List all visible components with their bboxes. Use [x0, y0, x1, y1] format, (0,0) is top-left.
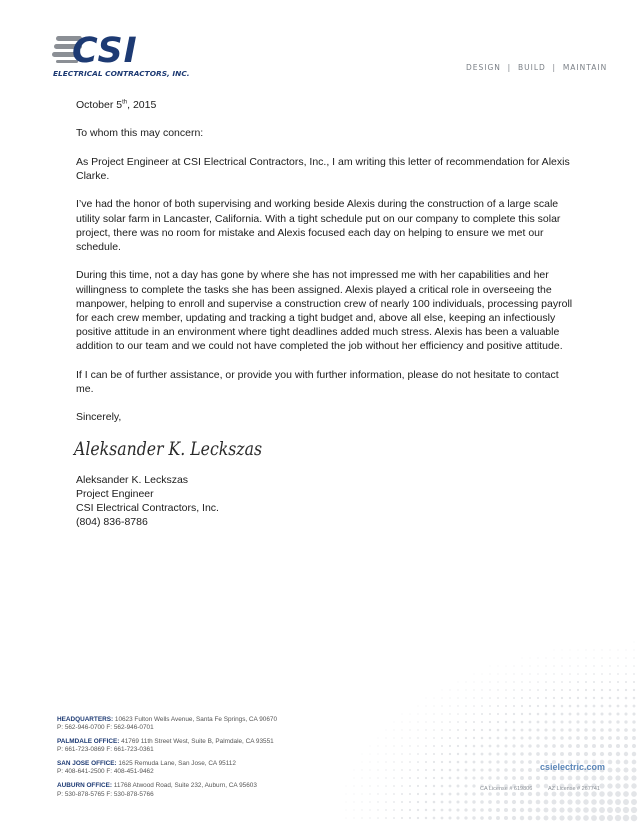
website-link[interactable]: csielectric.com [540, 762, 606, 772]
paragraph-contact: If I can be of further assistance, or provide you with further information, please do not hesitate to contact me. [76, 368, 559, 395]
signature-block [76, 473, 574, 530]
office-phones: P: 408-641-2500 F: 408-451-9462 [57, 768, 154, 776]
halftone-dot-pattern [318, 526, 638, 826]
office-address: 41769 11th Street West, Suite B, Palmdale, CA 93551 [119, 738, 274, 746]
paragraph-performance: During this time, not a day has gone by where she has not impressed me with her capabilities and her willingness to complete the tasks she has been assigned. Alexis played a critical role in overseeing the manpower, helping to enroll and supervise a construction crew of nearly 100 individuals, processing payroll for each crew member, updating and tracking a tight budget and, above all else, keeping an infectiously positive attitude in an environment where tight deadlines added much stress. Alexis has been a valuable addition to our team and we could not have completed the job without her efficiency and positive attitude. [76, 269, 573, 353]
salutation: To whom this may concern: [76, 127, 204, 140]
office-phones: P: 530-878-5765 F: 530-878-5766 [57, 790, 154, 798]
tagline: DESIGN | BUILD | MAINTAIN [466, 63, 608, 72]
office-name: AUBURN OFFICE: [57, 782, 113, 790]
office-auburn [57, 782, 277, 799]
paragraph-project: I’ve had the honor of both supervising and working beside Alexis during the construction of a large scale utility solar farm in Lancaster, California. With a tight schedule put on our company to complete this solar project, there was no room for mistake and Alexis focused each day on helping to ensure we met our schedule. [76, 198, 561, 253]
office-name: HEADQUARTERS: [57, 716, 114, 723]
office-address: 10623 Fulton Wells Avenue, Santa Fe Springs, CA 90670 [113, 716, 278, 723]
office-address: 1625 Remuda Lane, San Jose, CA 95112 [116, 760, 236, 768]
office-hq [57, 716, 277, 733]
license-az: AZ License # 267741 [548, 786, 600, 792]
office-phones: P: 661-723-0869 F: 661-723-0361 [57, 746, 154, 754]
handwritten-signature [72, 431, 272, 465]
license-ca: CA License # 619806 [480, 786, 533, 792]
signer-title: Project Engineer [76, 487, 154, 500]
letter-date: October 5th, 2015 [76, 99, 157, 111]
signer-company: CSI Electrical Contractors, Inc. [76, 502, 219, 515]
office-palmdale [57, 738, 277, 755]
signer-phone: (804) 836-8786 [76, 516, 148, 529]
signature-script: Aleksander K. Leckszas [72, 437, 263, 460]
paragraph-intro: As Project Engineer at CSI Electrical Contractors, Inc., I am writing this letter of recommendation for Alexis Clarke. [76, 155, 570, 182]
office-name: PALMDALE OFFICE: [57, 738, 120, 746]
office-name: SAN JOSE OFFICE: [57, 760, 117, 768]
office-address: 11768 Atwood Road, Suite 232, Auburn, CA 95603 [112, 782, 257, 790]
signer-name: Aleksander K. Leckszas [76, 473, 189, 486]
logo-mark: CSI [72, 31, 138, 71]
office-san-jose [57, 760, 277, 777]
office-phones: P: 562-946-0700 F: 562-946-0701 [57, 724, 154, 732]
closing: Sincerely, [76, 411, 122, 424]
letter-body [72, 98, 574, 530]
company-logo [52, 30, 202, 80]
logo-company-name: ELECTRICAL CONTRACTORS, INC. [53, 69, 190, 78]
footer-offices [57, 716, 277, 804]
